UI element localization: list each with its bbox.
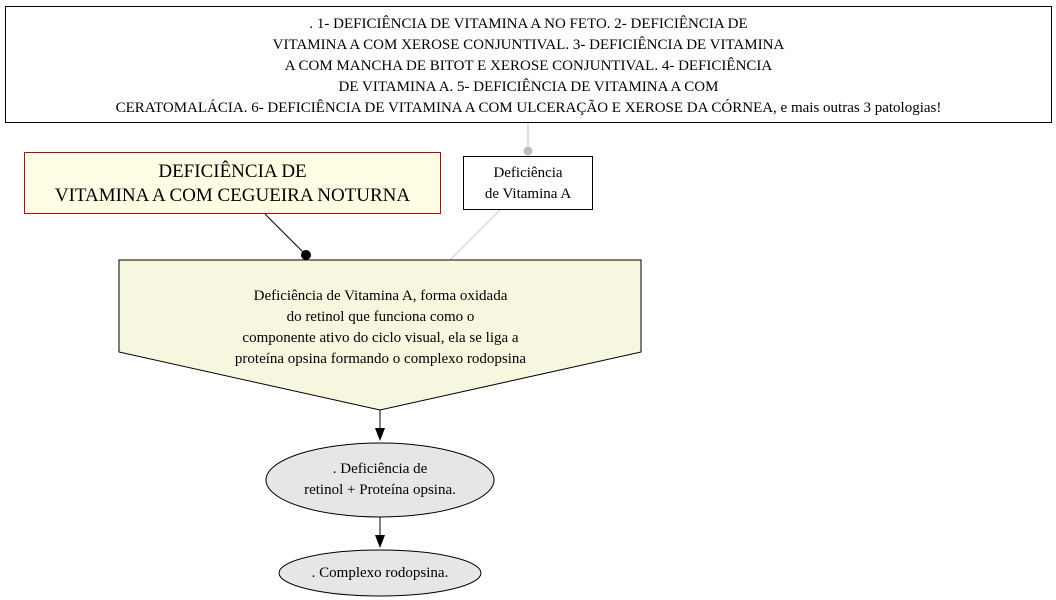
connector-dot-black	[301, 250, 311, 260]
night-blindness-box	[24, 152, 441, 214]
retinol-opsin-node-text	[266, 459, 494, 501]
night-blindness-line: DEFICIÊNCIA DE	[158, 161, 307, 182]
main-node-text	[120, 286, 641, 370]
rhodopsin-complex-line: . Complexo rodopsina.	[311, 565, 449, 581]
retinol-opsin-line: retinol + Proteína opsina.	[304, 482, 456, 498]
pathologies-line: DE VITAMINA A. 5- DEFICIÊNCIA DE VITAMINA A COM	[338, 79, 719, 95]
arrowhead-main-to-retinol	[375, 428, 385, 441]
connector-dot-gray	[524, 147, 533, 156]
retinol-opsin-line: . Deficiência de	[332, 461, 428, 477]
vitamin-a-deficiency-box	[463, 156, 593, 210]
main-node-line: do retinol que funciona como o	[286, 309, 475, 325]
pathologies-line: CERATOMALÁCIA. 6- DEFICIÊNCIA DE VITAMINA A COM ULCERAÇÃO E XEROSE DA CÓRNEA, e mais outras 3 patologias!	[115, 100, 942, 116]
main-node-line: componente ativo do ciclo visual, ela se liga a	[242, 330, 519, 346]
rhodopsin-complex-node-text	[279, 563, 481, 584]
pathologies-line: VITAMINA A COM XEROSE CONJUNTIVAL. 3- DEFICIÊNCIA DE VITAMINA	[272, 37, 785, 53]
pathologies-box	[5, 6, 1052, 123]
connector-vitamin-box-to-main	[450, 210, 500, 260]
vitamin-a-line: de Vitamina A	[484, 186, 572, 202]
connector-night-box-to-main	[265, 214, 306, 255]
arrowhead-retinol-to-complex	[375, 535, 385, 548]
night-blindness-line: VITAMINA A COM CEGUEIRA NOTURNA	[54, 185, 411, 206]
vitamin-a-line: Deficiência	[493, 165, 563, 181]
pathologies-line: . 1- DEFICIÊNCIA DE VITAMINA A NO FETO. 2- DEFICIÊNCIA DE	[309, 16, 748, 32]
main-node-line: proteína opsina formando o complexo rodopsina	[234, 351, 527, 367]
pathologies-line: A COM MANCHA DE BITOT E XEROSE CONJUNTIVAL. 4- DEFICIÊNCIA	[284, 58, 773, 74]
main-node-line: Deficiência de Vitamina A, forma oxidada	[253, 288, 508, 304]
